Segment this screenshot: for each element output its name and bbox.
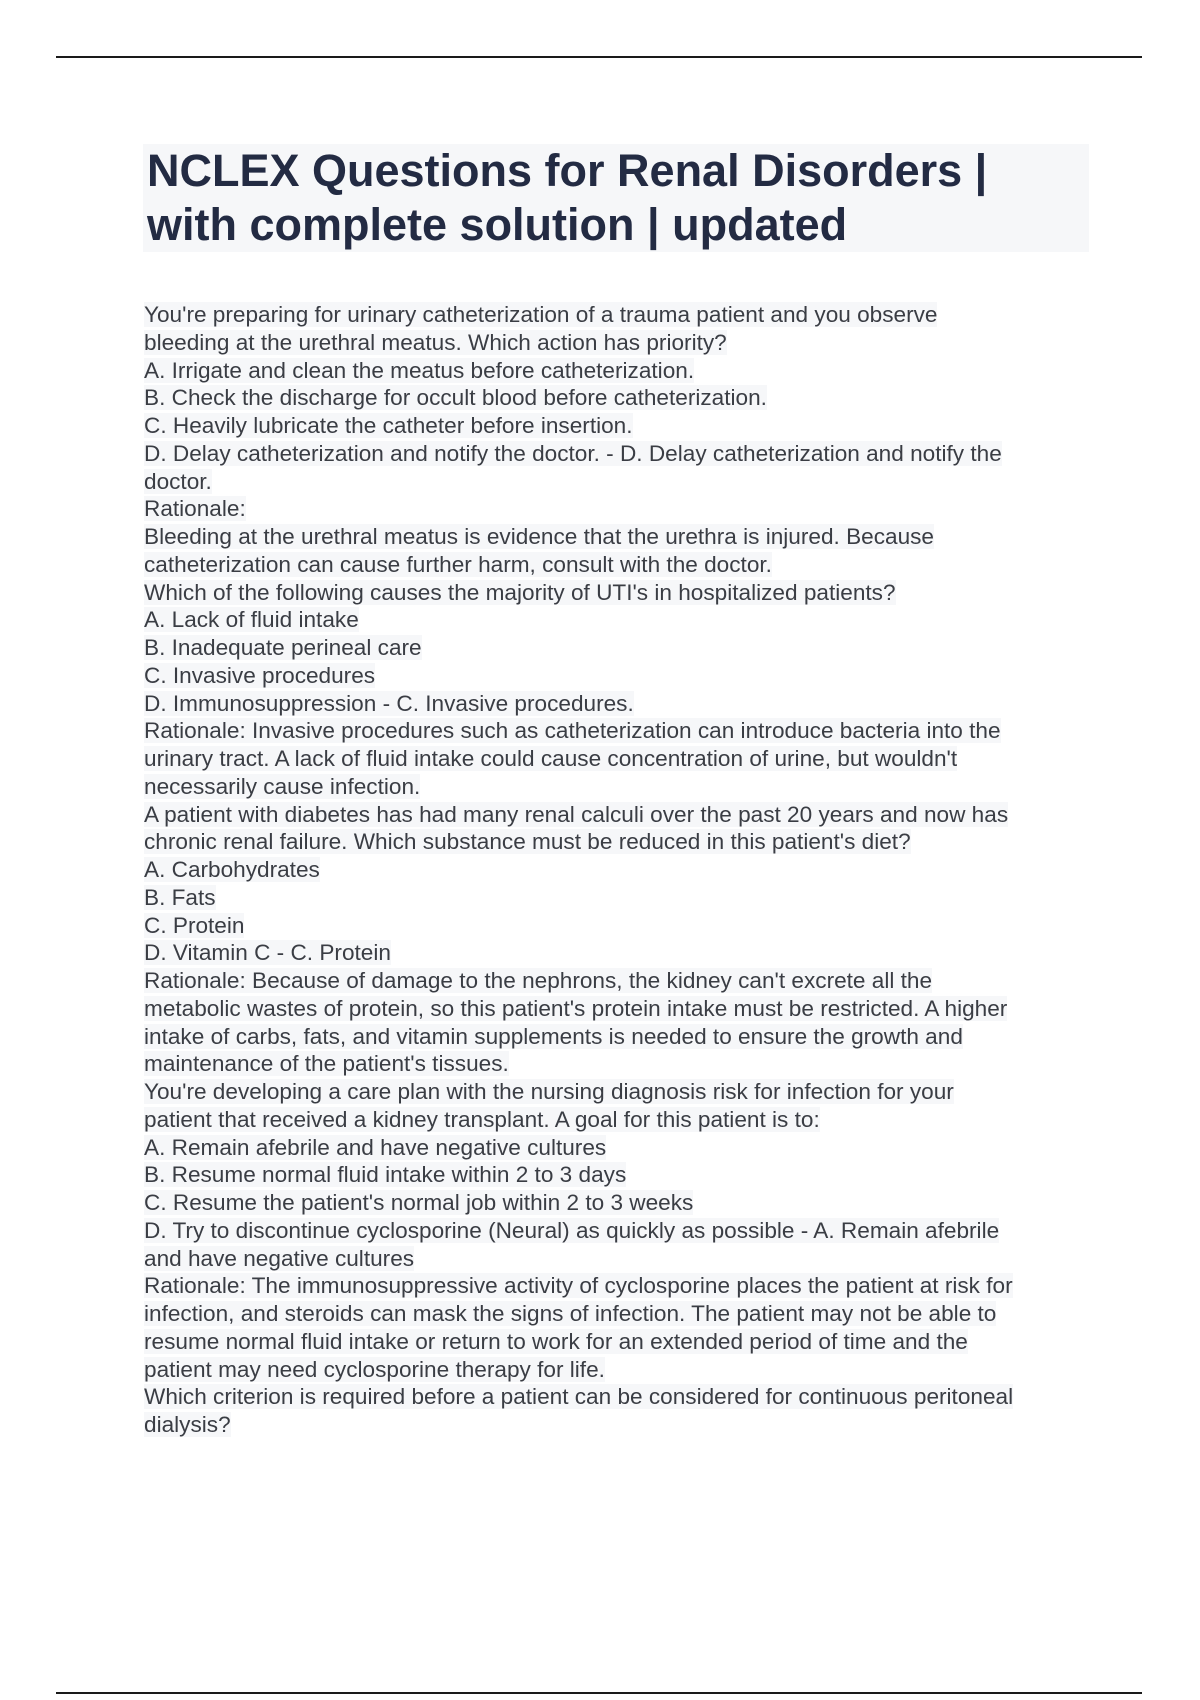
- text-line-content: catheterization can cause further harm, consult with the doctor.: [144, 551, 772, 577]
- top-rule: [56, 56, 1142, 58]
- text-line: [144, 1161, 1094, 1189]
- text-line: [144, 495, 1094, 523]
- text-line: [144, 967, 1094, 995]
- text-line-content: and have negative cultures: [144, 1245, 415, 1271]
- text-line: [144, 828, 1094, 856]
- text-line-content: B. Check the discharge for occult blood before catheterization.: [144, 385, 767, 411]
- text-line-content: You're developing a care plan with the nursing diagnosis risk for infection for your: [144, 1079, 954, 1104]
- text-line-content: patient may need cyclosporine therapy for life.: [144, 1356, 605, 1382]
- text-line-content: D. Vitamin C - C. Protein: [144, 940, 391, 966]
- text-line-content: D. Immunosuppression - C. Invasive procedures.: [144, 690, 634, 716]
- text-line-content: metabolic wastes of protein, so this patient's protein intake must be restricted. A higher: [144, 995, 1008, 1021]
- text-line-content: C. Resume the patient's normal job within 2 to 3 weeks: [144, 1190, 694, 1215]
- text-line: [144, 440, 1094, 468]
- text-line: [144, 1272, 1094, 1300]
- text-line: [144, 329, 1094, 357]
- text-line: [144, 1245, 1094, 1273]
- text-line: [144, 1356, 1094, 1384]
- text-line: [144, 1078, 1094, 1106]
- text-line: [144, 551, 1094, 579]
- text-line: [144, 468, 1094, 496]
- text-line: [144, 1383, 1094, 1411]
- text-line-content: maintenance of the patient's tissues.: [144, 1051, 509, 1077]
- text-line-content: patient that received a kidney transplant. A goal for this patient is to:: [144, 1106, 820, 1132]
- text-line-content: doctor.: [144, 468, 212, 494]
- text-line: [144, 773, 1094, 801]
- text-line-content: D. Delay catheterization and notify the doctor. - D. Delay catheterization and notify the: [144, 440, 1002, 466]
- text-line: [144, 690, 1094, 718]
- text-line-content: Rationale: Invasive procedures such as catheterization can introduce bacteria into the: [144, 718, 1001, 744]
- text-line-content: Rationale: The immunosuppressive activity of cyclosporine places the patient at risk for: [144, 1273, 1013, 1299]
- text-line: [144, 1217, 1094, 1245]
- text-line-content: C. Invasive procedures: [144, 662, 376, 688]
- text-line: [144, 357, 1094, 385]
- text-line-content: resume normal fluid intake or return to work for an extended period of time and the: [144, 1328, 968, 1354]
- text-line-content: B. Inadequate perineal care: [144, 635, 422, 660]
- text-line-content: D. Try to discontinue cyclosporine (Neural) as quickly as possible - A. Remain afebrile: [144, 1217, 1000, 1243]
- text-line: [144, 939, 1094, 967]
- text-line-content: intake of carbs, fats, and vitamin supplements is needed to ensure the growth and: [144, 1023, 963, 1049]
- text-line-content: dialysis?: [144, 1412, 231, 1437]
- text-line-content: C. Protein: [144, 912, 245, 938]
- text-line-content: You're preparing for urinary catheterization of a trauma patient and you observe: [144, 302, 938, 327]
- text-line-content: chronic renal failure. Which substance must be reduced in this patient's diet?: [144, 829, 911, 855]
- text-line: [144, 384, 1094, 412]
- text-line: [144, 634, 1094, 662]
- page-title: [143, 144, 1089, 252]
- text-line: [144, 856, 1094, 884]
- text-line: [144, 1300, 1094, 1328]
- text-line: [144, 717, 1094, 745]
- text-line-content: bleeding at the urethral meatus. Which action has priority?: [144, 329, 727, 355]
- text-line: [144, 301, 1094, 329]
- text-line-content: urinary tract. A lack of fluid intake could cause concentration of urine, but wouldn't: [144, 746, 958, 771]
- title-line-2: with complete solution | updated: [147, 199, 848, 250]
- text-line: [144, 662, 1094, 690]
- title-line-1: NCLEX Questions for Renal Disorders |: [147, 145, 988, 196]
- text-line-content: Rationale:: [144, 496, 246, 522]
- text-line: [144, 801, 1094, 829]
- text-line-content: necessarily cause infection.: [144, 773, 421, 799]
- text-line-content: Which criterion is required before a patient can be considered for continuous peritoneal: [144, 1384, 1014, 1410]
- text-line: [144, 1411, 1094, 1439]
- text-line-content: Rationale: Because of damage to the nephrons, the kidney can't excrete all the: [144, 968, 933, 993]
- text-line-content: infection, and steroids can mask the signs of infection. The patient may not be able to: [144, 1301, 997, 1326]
- text-line-content: Bleeding at the urethral meatus is evidence that the urethra is injured. Because: [144, 524, 934, 549]
- text-line: [144, 579, 1094, 607]
- text-line: [144, 1328, 1094, 1356]
- text-line: [144, 995, 1094, 1023]
- text-line: [144, 912, 1094, 940]
- text-line-content: C. Heavily lubricate the catheter before insertion.: [144, 413, 633, 438]
- text-line: [144, 1134, 1094, 1162]
- text-line-content: Which of the following causes the majority of UTI's in hospitalized patients?: [144, 579, 896, 605]
- text-line: [144, 884, 1094, 912]
- text-line: [144, 1189, 1094, 1217]
- text-line-content: B. Fats: [144, 884, 216, 910]
- text-line-content: A patient with diabetes has had many renal calculi over the past 20 years and now has: [144, 801, 1009, 827]
- text-line: [144, 745, 1094, 773]
- text-line-content: A. Carbohydrates: [144, 857, 320, 882]
- text-line: [144, 606, 1094, 634]
- text-line-content: B. Resume normal fluid intake within 2 to 3 days: [144, 1162, 627, 1188]
- text-line-content: A. Remain afebrile and have negative cultures: [144, 1134, 607, 1160]
- text-line: [144, 1023, 1094, 1051]
- text-line: [144, 523, 1094, 551]
- text-line-content: A. Lack of fluid intake: [144, 607, 359, 633]
- text-line-content: A. Irrigate and clean the meatus before catheterization.: [144, 357, 695, 383]
- document-body: [144, 301, 1094, 1439]
- text-line: [144, 1050, 1094, 1078]
- bottom-rule: [56, 1692, 1142, 1694]
- text-line: [144, 412, 1094, 440]
- text-line: [144, 1106, 1094, 1134]
